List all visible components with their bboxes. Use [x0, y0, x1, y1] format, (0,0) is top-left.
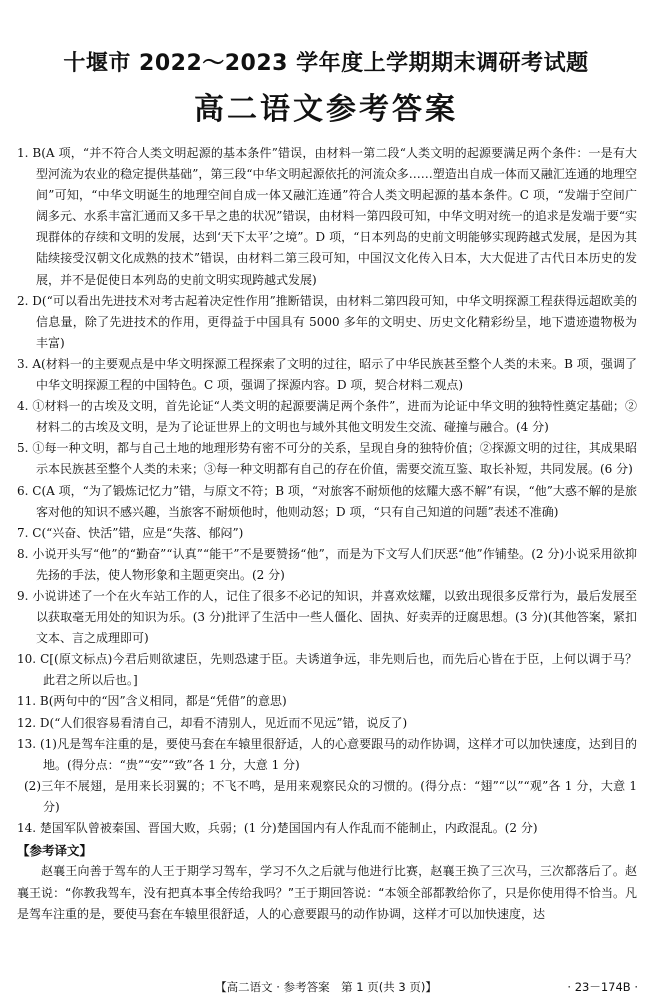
answer-item-3: 3. A(材料一的主要观点是中华文明探源工程探索了文明的过往，昭示了中华民族甚至整个人类的未来。B 项，强调了中华文明探源工程的中国特色。C 项，强调了探源内容。D 项，契合材料二观点) [17, 356, 637, 393]
answer-key-title: 高二语文参考答案 [194, 92, 458, 127]
answer-item-6: 6. C(A 项，“为了锻炼记忆力”错，与原文不符；B 项，“对旅客不耐烦他的炫耀大惑不解”有误，“他”大惑不解的是旅客对他的知识不感兴趣，当旅客不耐烦他时，他则动怒；D 项，“只有自己知道的问题”表述不准确) [17, 483, 637, 519]
translation-heading: 【参考译文】 [17, 843, 93, 859]
answer-item-13-2: (2)三年不展翅，是用来长羽翼的；不飞不鸣，是用来观察民众的习惯的。(得分点：“翅”“以”“观”各 1 分，大意 1 分) [24, 778, 637, 814]
answer-item-1: 1. B(A 项，“并不符合人类文明起源的基本条件”错误，由材料一第二段“人类文明的起源要满足两个条件：一是有大型河流为农业的稳定提供基础”，第三段“中华文明起源依托的河流众多……塑造出自成一体而又融汇连通的地理空间”可知，“中华文明诞生的地理空间自成一体又融汇连通”符合人类文明起源的基本条件。C 项，“发端于空间广阔多元、水系丰富汇通而又多干旱之患的状况”错误，由材料一第四段可知，中华文明对统一的追求是发端于要“实现群体的存续和文明的发展，达到‘天下太平’之境”。D 项，“日本列岛的史前文明能够实现跨越式发展，是因为其陆续接受汉朝文化成熟的技术”错误，由材料二第三段可知，中国汉文化传入日本，大大促进了古代日本历史的发展，并不是促使日本列岛的史前文明实现跨越式发展) [17, 146, 637, 287]
answer-item-10: 10. C[(原文标点)今君后则欲逮臣，先则恐逮于臣。夫诱道争远，非先则后也，而先后心皆在于臣，上何以调于马？此君之所以后也。] [17, 652, 637, 688]
answer-item-13-1: 13. (1)凡是驾车注重的是，要使马套在车辕里很舒适，人的心意要跟马的动作协调，这样才可以加快速度，达到目的地。(得分点：“贵”“安”“致”各 1 分，大意 1 分) [17, 736, 637, 772]
answer-item-8: 8. 小说开头写“他”的“勤奋”“认真”“能干”不是要赞扬“他”，而是为下文写人们厌恶“他”作铺垫。(2 分)小说采用欲抑先扬的手法，使人物形象和主题更突出。(2 分) [17, 546, 637, 582]
answer-item-11: 11. B(两句中的“因”含义相同，都是“凭借”的意思) [17, 694, 287, 709]
answer-item-14: 14. 楚国军队曾被秦国、晋国大败，兵弱；(1 分)楚国国内有人作乱而不能制止，内政混乱。(2 分) [17, 821, 538, 835]
footer-doc-code: · 23－174B · [567, 980, 638, 994]
exam-title: 十堰市 2022～2023 学年度上学期期末调研考试题 [63, 51, 589, 76]
answer-item-4: 4. ①材料一的古埃及文明，首先论证“人类文明的起源要满足两个条件”，进而为论证中华文明的独特性奠定基础；②材料二的古埃及文明，是为了论证世界上的文明也与域外其他文明发生交流、碰撞与融合。(4 分) [17, 399, 637, 435]
answer-item-9: 9. 小说讲述了一个在火车站工作的人，记住了很多不必记的知识，并喜欢炫耀，以致出现很多反常行为，最后发展至以获取毫无用处的知识为乐。(3 分)批评了生活中一些人僵化、固执、好卖弄的迂腐思想。(3 分)(其他答案，紧扣文本、言之成理即可) [17, 588, 637, 646]
answer-item-2: 2. D(“可以看出先进技术对考古起着决定性作用”推断错误，由材料二第四段可知，中华文明探源工程获得远超欧美的信息量，除了先进技术的作用，更得益于中国具有 5000 多年的文明史、历史文化精彩纷呈，地下遗迹遗物极为丰富) [17, 293, 637, 350]
answer-item-5: 5. ①每一种文明，都与自己土地的地理形势有密不可分的关系，呈现自身的独特价值；②探源文明的过往，其成果昭示本民族甚至整个人类的未来；③每一种文明都有自己的存在价值，需要交流互鉴、取长补短，共同发展。(6 分) [17, 441, 637, 477]
translation-text: 赵襄王向善于驾车的人王于期学习驾车，学习不久之后就与他进行比赛，赵襄王换了三次马，三次都落后了。赵襄王说：“你教我驾车，没有把真本事全传给我吗？”王于期回答说：“本领全部都教给你了，只是你使用得不恰当。凡是驾车注重的是，要使马套在车辕里很舒适，人的心意要跟马的动作协调，这样才可以加快速度，达 [17, 864, 637, 922]
page-footer [0, 979, 652, 999]
answer-item-7: 7. C(“兴奋、快活”错，应是“失落、郁闷”) [17, 525, 244, 540]
answer-content [17, 143, 637, 926]
footer-page-info: 【高二语文 · 参考答案 第 1 页(共 3 页)】 [215, 980, 437, 994]
answer-item-12: 12. D(“人们很容易看清自己，却看不清别人，见近而不见远”错，说反了) [17, 715, 408, 730]
